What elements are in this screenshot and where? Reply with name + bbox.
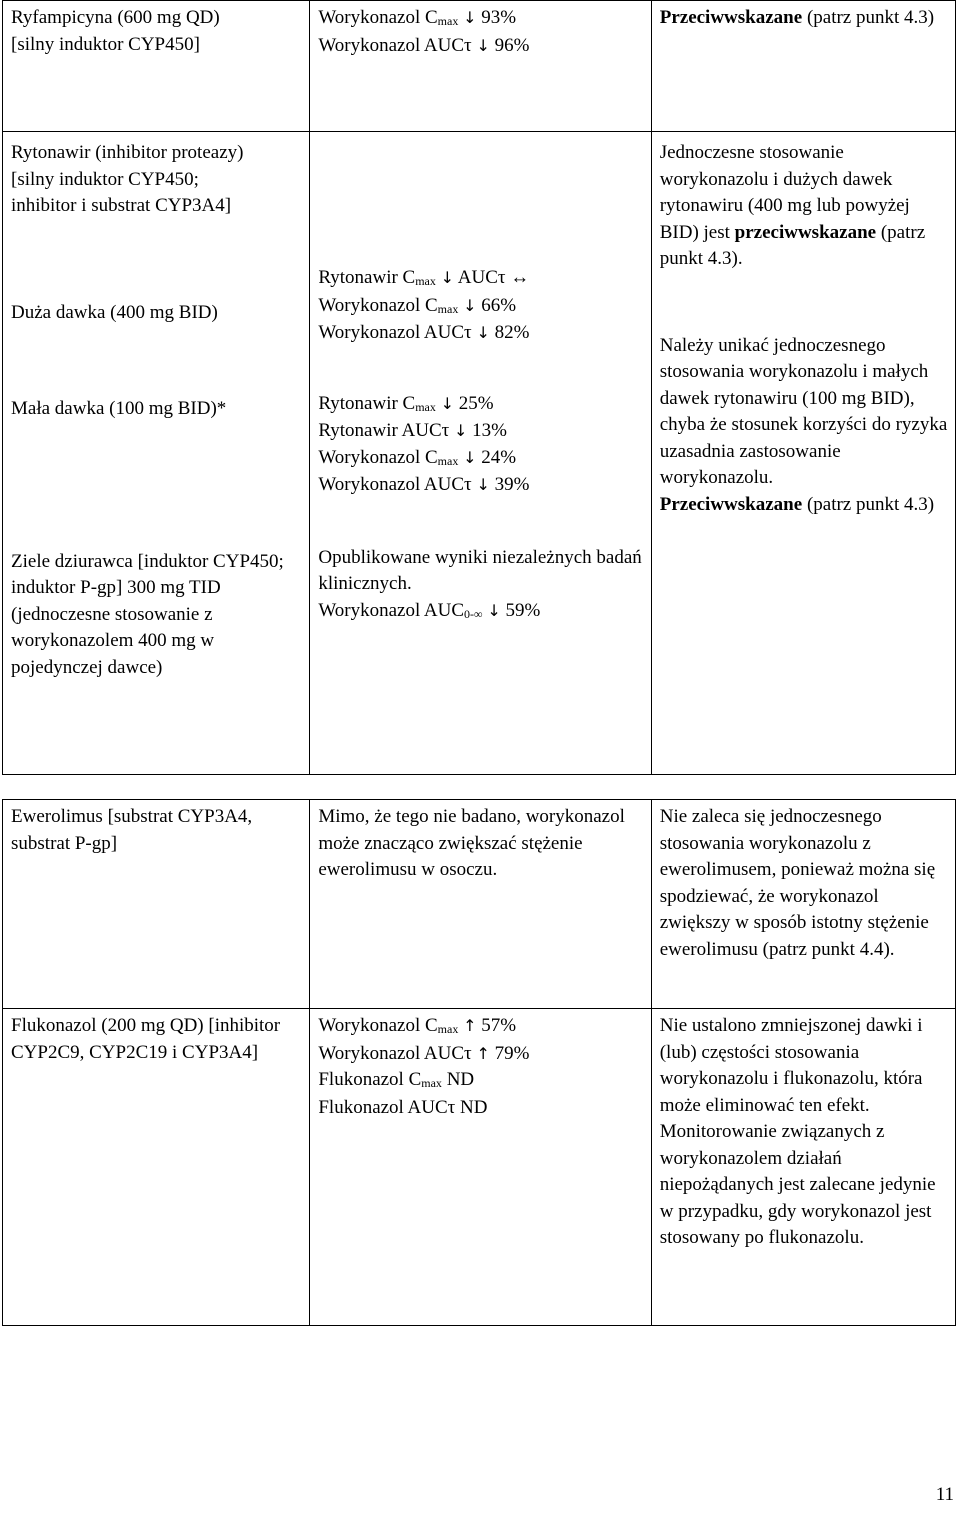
drug-cell: Ewerolimus [substrat CYP3A4, substrat P-gp] xyxy=(3,800,310,1009)
effect-cell: Mimo, że tego nie badano, worykonazol może znacząco zwiększać stężenie ewerolimusu w osoczu. xyxy=(310,800,651,1009)
interactions-table-top xyxy=(2,0,956,775)
effect-line: Flukonazol $C_{max}$ ND xyxy=(318,1069,475,1090)
recommendation-st-johns-wort: Przeciwwskazane (patrz punkt 4.3) xyxy=(659,493,935,515)
down-arrow-icon: ↓ xyxy=(476,475,490,494)
recommendation-text: (patrz punkt 4.3) xyxy=(802,7,935,28)
drug-name: Rytonawir (inhibitor proteazy) xyxy=(11,142,244,163)
effect-line: Worykonazol $C_{max}$ ↓ 24% xyxy=(318,446,517,468)
drug-cell: Flukonazol (200 mg QD) [inhibitor CYP2C9, CYP2C19 i CYP3A4] xyxy=(3,1009,310,1326)
down-arrow-icon: ↓ xyxy=(463,8,477,27)
table-row-rifampicin xyxy=(3,1,956,132)
drug-name-st-johns-wort: Ziele dziurawca [induktor CYP450; induktor P-gp] 300 mg TID (jednoczesne stosowanie z worykonazolem 400 mg w pojedynczej dawce) xyxy=(11,550,284,678)
effect-line: Worykonazol AUCτ ↑ 79% xyxy=(318,1042,530,1064)
effect-line: Rytonawir AUCτ ↓ 13% xyxy=(318,420,507,441)
effect-line: Flukonazol AUCτ ND xyxy=(318,1096,488,1118)
effect-cell xyxy=(310,1009,651,1326)
high-dose-label: Duża dawka (400 mg BID) xyxy=(11,301,218,323)
recommendation-cell: Nie zaleca się jednoczesnego stosowania worykonazolu z ewerolimusem, ponieważ można się spodziewać, że worykonazol zwiększy w sposób istotny stężenie ewerolimusu (patrz punkt 4.4). xyxy=(651,800,955,1009)
effect-line: Worykonazol $C_{max}$ ↓ 66% xyxy=(318,294,517,316)
table-row-everolimus xyxy=(3,800,956,1009)
drug-class: [silny induktor CYP450] xyxy=(11,33,200,55)
down-arrow-icon: ↓ xyxy=(476,35,490,55)
low-dose-label: Mała dawka (100 mg BID)* xyxy=(11,398,227,419)
effect-text: Opublikowane wyniki niezależnych badań klinicznych. xyxy=(318,546,642,594)
effect-line: Worykonazol $C_{max}$ ↓ 93% xyxy=(318,7,517,28)
down-arrow-icon: ↓ xyxy=(463,295,477,315)
effect-cell xyxy=(310,1,651,132)
effect-line: Worykonazol AUCτ ↓ 39% xyxy=(318,474,530,495)
table-row-fluconazole xyxy=(3,1009,956,1326)
down-arrow-icon: ↓ xyxy=(487,600,501,620)
effect-line: Worykonazol $AUC_{0-\infty}$ ↓ 59% xyxy=(318,599,541,621)
down-arrow-icon: ↓ xyxy=(476,323,490,342)
down-arrow-icon: ↓ xyxy=(440,268,455,287)
effect-line: Worykonazol $C_{max}$ ↑ 57% xyxy=(318,1015,517,1036)
effect-line: Worykonazol AUCτ ↓ 82% xyxy=(318,322,530,343)
recommendation-low-dose: Należy unikać jednoczesnego stosowania worykonazolu i małych dawek rytonawiru (100 mg BID), chyba że stosunek korzyści do ryzyka uzasadnia zastosowanie worykonazolu. xyxy=(659,334,948,488)
effect-cell xyxy=(310,132,651,775)
drug-cell xyxy=(3,132,310,775)
down-arrow-icon: ↓ xyxy=(454,421,468,440)
up-arrow-icon: ↑ xyxy=(476,1043,490,1063)
recommendation-cell: Nie ustalono zmniejszonej dawki i (lub) częstości stosowania worykonazolu i flukonazolu, która może eliminować ten efekt. Monitorowanie związanych z worykonazolem działań niepożądanych jest zalecane jedynie w przypadku, gdy worykonazol jest stosowany po flukonazolu. xyxy=(651,1009,955,1326)
up-arrow-icon: ↑ xyxy=(463,1016,477,1035)
recommendation-cell xyxy=(651,132,955,775)
contraindicated-label: Przeciwwskazane xyxy=(659,7,803,28)
page-number: 11 xyxy=(935,1484,954,1505)
drug-cell xyxy=(3,1,310,132)
effect-line: Rytonawir $C_{max}$ ↓ 25% xyxy=(318,392,494,414)
recommendation-cell xyxy=(651,1,955,132)
effect-line: Worykonazol AUCτ ↓ 96% xyxy=(318,34,530,56)
down-arrow-icon: ↓ xyxy=(440,393,455,413)
drug-class: inhibitor i substrat CYP3A4] xyxy=(11,195,232,216)
down-arrow-icon: ↓ xyxy=(463,447,477,467)
drug-class: [silny induktor CYP450; xyxy=(11,168,199,190)
drug-name: Ryfampicyna (600 mg QD) xyxy=(11,7,220,28)
recommendation-high-dose: Jednoczesne stosowanie worykonazolu i dużych dawek rytonawiru (400 mg lub powyżej BID) jest przeciwwskazane (patrz punkt 4.3). xyxy=(659,142,926,269)
effect-line: Rytonawir $C_{max}$ ↓ AUCτ ↔ xyxy=(318,267,530,288)
interactions-table-bottom xyxy=(2,799,956,1326)
table-row-ritonavir xyxy=(3,132,956,775)
